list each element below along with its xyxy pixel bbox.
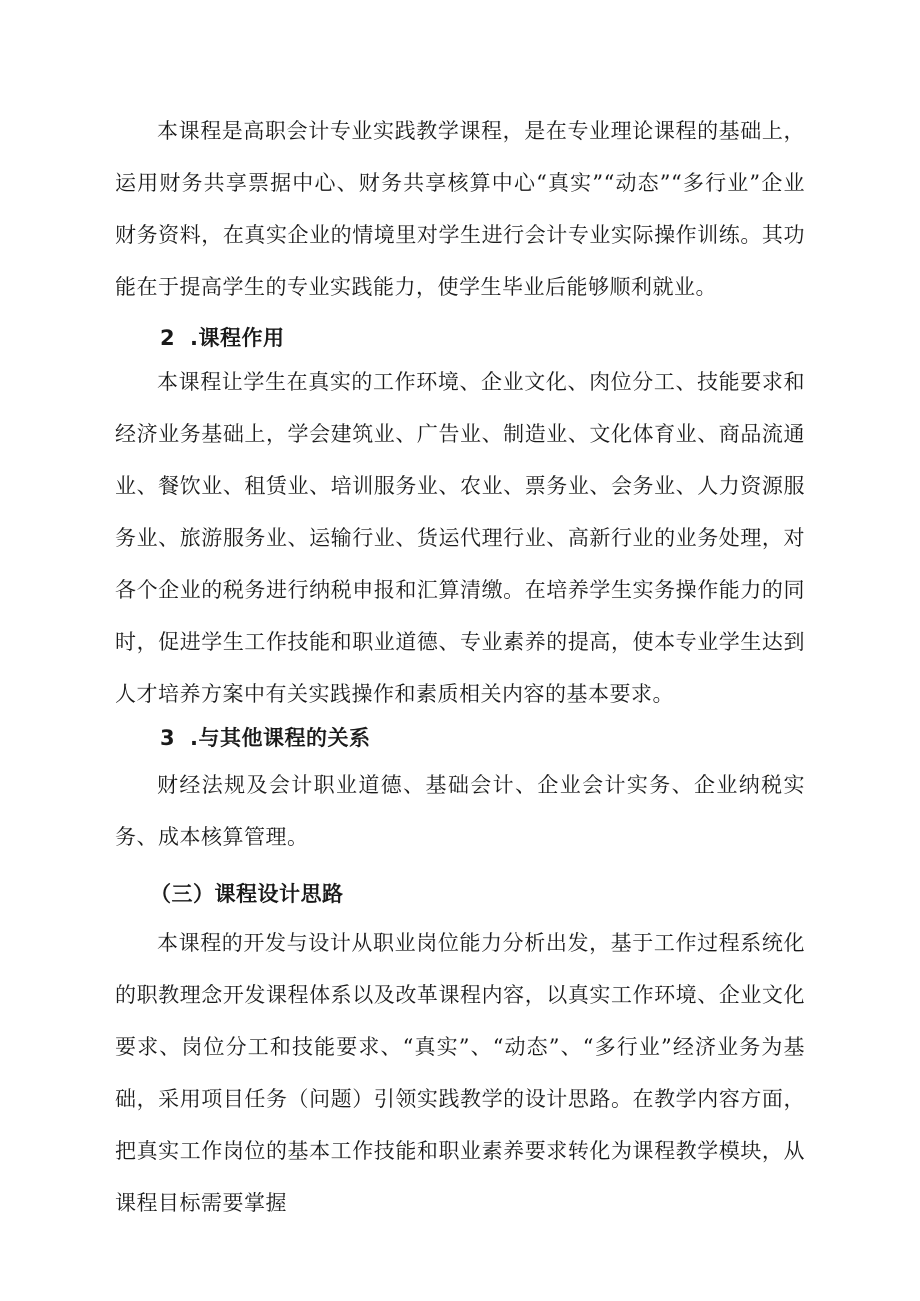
- section-number: 3: [160, 726, 176, 750]
- related-courses-paragraph: 财经法规及会计职业道德、基础会计、企业会计实务、企业纳税实务、成本核算管理。: [115, 773, 805, 849]
- section-heading-course-function: [160, 322, 284, 354]
- intro-paragraph: 本课程是高职会计专业实践教学课程，是在专业理论课程的基础上，运用财务共享票据中心、财务共享核算中心“真实”“动态”“多行业”企业财务资料，在真实企业的情境里对学生进行会计专业实际操作训练。其功能在于提高学生的专业实践能力，使学生毕业后能够顺利就业。: [115, 119, 805, 299]
- section-heading-related-courses: [160, 722, 370, 754]
- section-title: .与其他课程的关系: [190, 726, 371, 750]
- course-function-paragraph: 本课程让学生在真实的工作环境、企业文化、肉位分工、技能要求和经济业务基础上，学会建筑业、广告业、制造业、文化体育业、商品流通业、餐饮业、租赁业、培训服务业、农业、票务业、会务业、人力资源服务业、旅游服务业、运输行业、货运代理行业、高新行业的业务处理，对各个企业的税务进行纳税申报和汇算清缴。在培养学生实务操作能力的同时，促进学生工作技能和职业道德、专业素养的提高，使本专业学生达到人才培养方案中有关实践操作和素质相关内容的基本要求。: [115, 370, 805, 706]
- section-heading-course-design: （三）课程设计思路: [150, 882, 344, 906]
- section-title: .课程作用: [190, 326, 285, 350]
- section-number: 2: [160, 326, 176, 350]
- course-design-paragraph: 本课程的开发与设计从职业岗位能力分析出发，基于工作过程系统化的职教理念开发课程体系以及改革课程内容，以真实工作环境、企业文化要求、岗位分工和技能要求、“真实”、“动态”、“多行业”经济业务为基础，采用项目任务（问题）引领实践教学的设计思路。在教学内容方面，把真实工作岗位的基本工作技能和职业素养要求转化为课程教学模块，从课程目标需要掌握: [115, 931, 805, 1215]
